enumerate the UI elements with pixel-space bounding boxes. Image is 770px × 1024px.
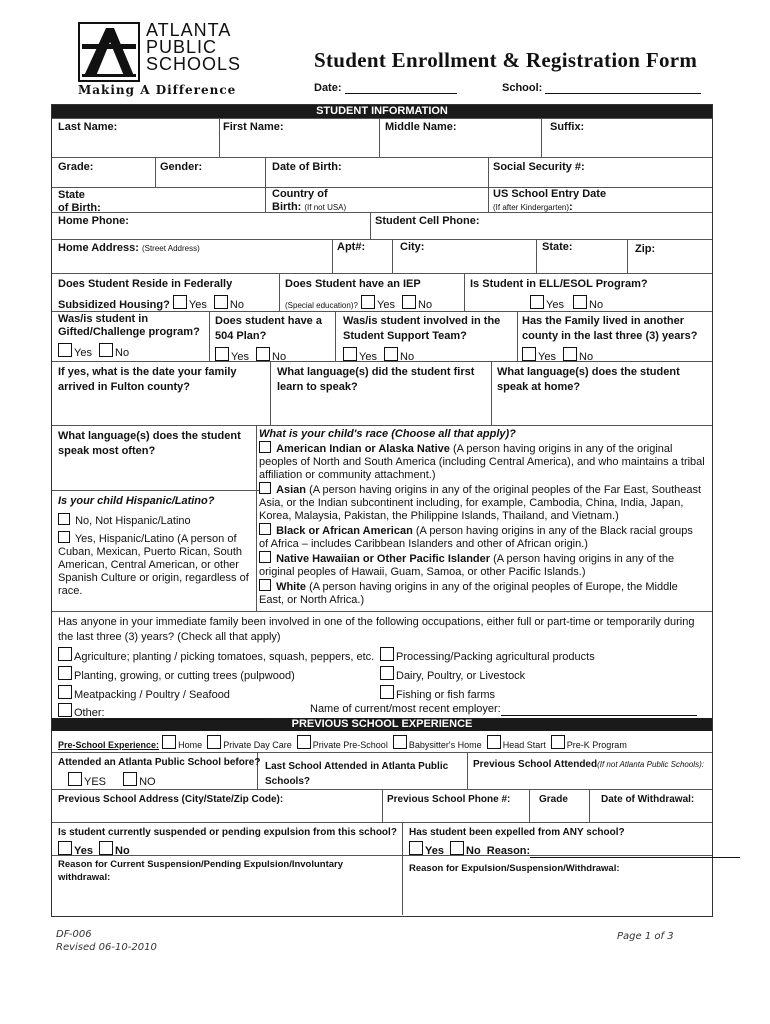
dob-label: Date of Birth: (272, 161, 342, 173)
ssn-label: Social Security #: (493, 161, 585, 173)
first-language-question (277, 365, 474, 395)
city-label: City: (400, 241, 425, 253)
occupation-checkbox[interactable] (58, 685, 72, 699)
middle-name-label: Middle Name: (385, 121, 457, 133)
aps-logo (78, 22, 140, 82)
us-entry-line1: US School Entry Date (493, 188, 607, 200)
race-option: Native Hawaiian or Other Pacific Islander (A person having origins in any of the original peoples of Hawaii, Guam, Samoa, or other Pacific Islands.) (259, 553, 675, 578)
employer-line[interactable] (501, 705, 697, 716)
last-aps-line2: Schools? (265, 776, 311, 787)
housing-line1: Does Student Reside in Federally (58, 278, 233, 290)
us-entry-label: US School Entry Date (If after Kindergarten): (493, 188, 607, 213)
logo-a-mark (80, 24, 138, 80)
first-name-label: First Name: (223, 121, 284, 133)
arrived-question (58, 365, 237, 395)
expelled-yes-checkbox[interactable] (409, 841, 423, 855)
form-id: DF-006 (56, 929, 92, 940)
often-lang-line1: What language(s) does the student (58, 430, 241, 442)
attended-yes-checkbox[interactable] (68, 772, 82, 786)
apt-label: Apt#: (337, 241, 366, 253)
suspended-question: Is student currently suspended or pending expulsion from this school? (58, 827, 397, 838)
page-number: Page 1 of 3 (617, 931, 674, 942)
gifted-line2: Gifted/Challenge program? (58, 326, 200, 338)
reason-susp-line2: withdrawal: (58, 872, 111, 883)
preschool-label: Pre-School Experience: (58, 740, 160, 750)
sst-no-checkbox[interactable] (384, 347, 398, 361)
state-of-birth-line2: of Birth: (58, 202, 101, 214)
home-lang-line1: What language(s) does the student (497, 366, 680, 378)
us-entry-note: (If after Kindergarten) (493, 203, 570, 212)
motto: Making A Difference (78, 83, 237, 97)
attended-aps-question: Attended an Atlanta Public School before? (58, 757, 261, 768)
org-line: PUBLIC (146, 37, 218, 57)
country-note: (If not USA) (304, 203, 347, 212)
home-phone-label: Home Phone: (58, 215, 129, 227)
expelled-no-checkbox[interactable] (450, 841, 464, 855)
suspended-yes-checkbox[interactable] (58, 841, 72, 855)
sst-line1: Was/is student involved in the (343, 315, 501, 327)
ell-yes-checkbox[interactable] (530, 295, 544, 309)
race-option: Black or African American (A person having origins in any of the Black racial groups of Africa – includes Caribbean Islanders and other of African origin.) (259, 525, 693, 550)
gifted-no-checkbox[interactable] (99, 343, 113, 357)
fulton-yes-checkbox[interactable] (522, 347, 536, 361)
plan504-no-checkbox[interactable] (256, 347, 270, 361)
arrived-line2: arrived in Fulton county? (58, 381, 191, 393)
home-lang-line2: speak at home? (497, 381, 581, 393)
hispanic-yes-checkbox[interactable] (58, 531, 70, 543)
occupation-other-checkbox[interactable] (58, 703, 72, 717)
arrived-line1: If yes, what is the date your family (58, 366, 237, 378)
employer-field (310, 703, 697, 716)
prev-phone-label: Previous School Phone #: (387, 794, 511, 805)
home-language-question (497, 365, 680, 395)
sst-line2: Student Support Team? (343, 330, 467, 342)
org-line: ATLANTA (146, 20, 232, 40)
withdrawal-label: Date of Withdrawal: (601, 794, 695, 805)
plan504-line1: Does student have a (215, 315, 322, 327)
form-title: Student Enrollment & Registration Form (314, 48, 698, 72)
revised-date: Revised 06-10-2010 (56, 942, 157, 953)
reason-suspension-label (58, 858, 343, 884)
fulton-line2: county in the last three (3) years? (522, 330, 698, 342)
last-aps-question (265, 759, 448, 789)
hispanic-question: Is your child Hispanic/Latino? (58, 495, 215, 507)
housing-question: Does Student Reside in Federally Subsidized Housing? Yes No (58, 278, 244, 311)
attended-aps-options: YES NO (68, 772, 156, 789)
hispanic-yes-option: Yes, Hispanic/Latino (A person of Cuban, Mexican, Puerto Rican, South American, Central American, or other Spanish Culture or origin, regardless of race. (58, 533, 249, 597)
gifted-question: Was/is student in Gifted/Challenge program? Yes No (58, 313, 200, 359)
suspended-options: Yes No (58, 841, 130, 858)
country-line1: Country of (272, 188, 328, 200)
home-address-text: Home Address: (58, 242, 139, 254)
org-name (146, 22, 241, 73)
prev-address-label: Previous School Address (City/State/Zip Code): (58, 794, 284, 805)
attended-no-checkbox[interactable] (123, 772, 137, 786)
occupation-checkbox[interactable] (380, 647, 394, 661)
iep-line1: Does Student have an IEP (285, 278, 421, 290)
school-label: School: (502, 82, 543, 94)
race-section (259, 428, 705, 607)
ell-question: Is Student in ELL/ESOL Program? (470, 278, 648, 290)
reason-expulsion-label: Reason for Expulsion/Suspension/Withdrawal: (409, 863, 620, 874)
preschool-checkbox[interactable] (162, 735, 176, 749)
prev-attended-label: Previous School Attended(If not Atlanta Public Schools): (473, 759, 704, 770)
sst-yes-checkbox[interactable] (343, 347, 357, 361)
race-checkbox[interactable] (259, 482, 271, 494)
last-aps-line1: Last School Attended in Atlanta Public (265, 761, 449, 772)
often-language-question (58, 429, 241, 459)
preschool-checkbox[interactable] (487, 735, 501, 749)
occupation-checkbox[interactable] (58, 666, 72, 680)
fulton-no-checkbox[interactable] (563, 347, 577, 361)
first-lang-line2: learn to speak? (277, 381, 358, 393)
race-option: Asian (A person having origins in any of the original peoples of the Far East, Southeast Asia, or the Indian subcontinent including, for example, Cambodia, China, India, Japan, Korea, Malaysia, Pakistan, the Philippine Islands, Thailand, and Vietnam.) (259, 484, 702, 522)
date-label: Date: (314, 82, 342, 94)
preschool-checkbox[interactable] (207, 735, 221, 749)
street-note: (Street Address) (141, 244, 200, 253)
other-line[interactable] (105, 709, 265, 720)
occupation-option: Planting, growing, or cutting trees (pulpwood) (58, 666, 295, 683)
home-address-label (58, 242, 200, 255)
previous-school-bar: PREVIOUS SCHOOL EXPERIENCE (52, 718, 712, 731)
org-line: SCHOOLS (146, 54, 242, 74)
occupation-other: Other: (58, 703, 265, 720)
preschool-row: Pre-School Experience: Home Private Day Care Private Pre-School Babysitter's Home Head Start Pre-K Program (58, 735, 627, 752)
hispanic-no-option: No, Not Hispanic/Latino (58, 513, 191, 528)
iep-note: (Special education)? (285, 301, 358, 310)
race-checkbox[interactable] (259, 441, 271, 453)
date-field[interactable] (314, 82, 457, 94)
enrollment-form (51, 104, 713, 917)
ell-options: Yes No (530, 295, 603, 312)
gifted-line1: Was/is student in (58, 313, 149, 325)
preschool-checkbox[interactable] (297, 735, 311, 749)
iep-question: Does Student have an IEP (Special education)? Yes No (285, 278, 433, 311)
housing-yes-checkbox[interactable] (173, 295, 187, 309)
occupation-checkbox[interactable] (380, 685, 394, 699)
gifted-yes-checkbox[interactable] (58, 343, 72, 357)
last-name-label: Last Name: (58, 121, 118, 133)
race-option: American Indian or Alaska Native (A person having origins in any of the original peoples of North and South America (including Central America), and who maintains a tribal affiliation or community attachment.) (259, 443, 705, 481)
housing-no-checkbox[interactable] (214, 295, 228, 309)
zip-label: Zip: (635, 243, 656, 255)
occupation-checkbox[interactable] (380, 666, 394, 680)
plan504-yes-checkbox[interactable] (215, 347, 229, 361)
housing-line2: Subsidized Housing? (58, 299, 170, 311)
occupation-option: Fishing or fish farms (380, 685, 495, 702)
school-field[interactable] (502, 82, 701, 94)
race-checkbox[interactable] (259, 579, 271, 591)
plan504-line2: 504 Plan? (215, 330, 267, 342)
country-of-birth-label (272, 188, 346, 214)
suspended-no-checkbox[interactable] (99, 841, 113, 855)
fulton-question: Has the Family lived in another county in the last three (3) years? Yes No (522, 315, 698, 363)
expelled-question: Has student been expelled from ANY school? (409, 827, 625, 838)
fulton-line1: Has the Family lived in another (522, 315, 684, 327)
suffix-label: Suffix: (550, 121, 585, 133)
occupation-option: Dairy, Poultry, or Livestock (380, 666, 525, 683)
race-checkbox[interactable] (259, 551, 271, 563)
student-info-bar: STUDENT INFORMATION (52, 105, 712, 118)
race-question: What is your child's race (Choose all that apply)? (259, 428, 516, 440)
reason-susp-line1: Reason for Current Suspension/Pending Expulsion/Involuntary (58, 859, 344, 870)
state-label: State: (542, 241, 573, 253)
race-checkbox[interactable] (259, 523, 271, 535)
occupation-question: Has anyone in your immediate family been involved in one of the following occupations, either full or part-time or temporarily during the last three (3) years? (Check all that apply) (58, 616, 695, 643)
sst-question: Was/is student involved in the Student Support Team? Yes No (343, 315, 501, 363)
occupation-option: Processing/Packing agricultural products (380, 647, 595, 664)
grade-label: Grade: (58, 161, 94, 173)
occupation-option: Meatpacking / Poultry / Seafood (58, 685, 230, 702)
preschool-checkbox[interactable] (551, 735, 565, 749)
preschool-checkbox[interactable] (393, 735, 407, 749)
state-of-birth-line1: State (58, 189, 85, 201)
often-lang-line2: speak most often? (58, 445, 156, 457)
reason-line[interactable] (530, 847, 740, 858)
occupation-option: Agriculture; planting / picking tomatoes, squash, peppers, etc. (58, 647, 374, 664)
employer-label: Name of current/most recent employer: (310, 703, 501, 715)
gender-label: Gender: (160, 161, 203, 173)
race-option: White (A person having origins in any of the original peoples of Europe, the Middle East, or North Africa.) (259, 581, 678, 606)
iep-no-checkbox[interactable] (402, 295, 416, 309)
country-line2: Birth: (272, 201, 302, 213)
reason-label: Reason: (486, 845, 531, 857)
state-of-birth-label (58, 189, 101, 215)
plan504-question: Does student have a 504 Plan? Yes No (215, 315, 322, 363)
ell-no-checkbox[interactable] (573, 295, 587, 309)
prev-grade-label: Grade (539, 794, 568, 805)
occupation-checkbox[interactable] (58, 647, 72, 661)
iep-yes-checkbox[interactable] (361, 295, 375, 309)
cell-phone-label: Student Cell Phone: (375, 215, 480, 227)
expelled-options: Yes No Reason: (409, 841, 740, 858)
first-lang-line1: What language(s) did the student first (277, 366, 475, 378)
hispanic-no-checkbox[interactable] (58, 513, 70, 525)
